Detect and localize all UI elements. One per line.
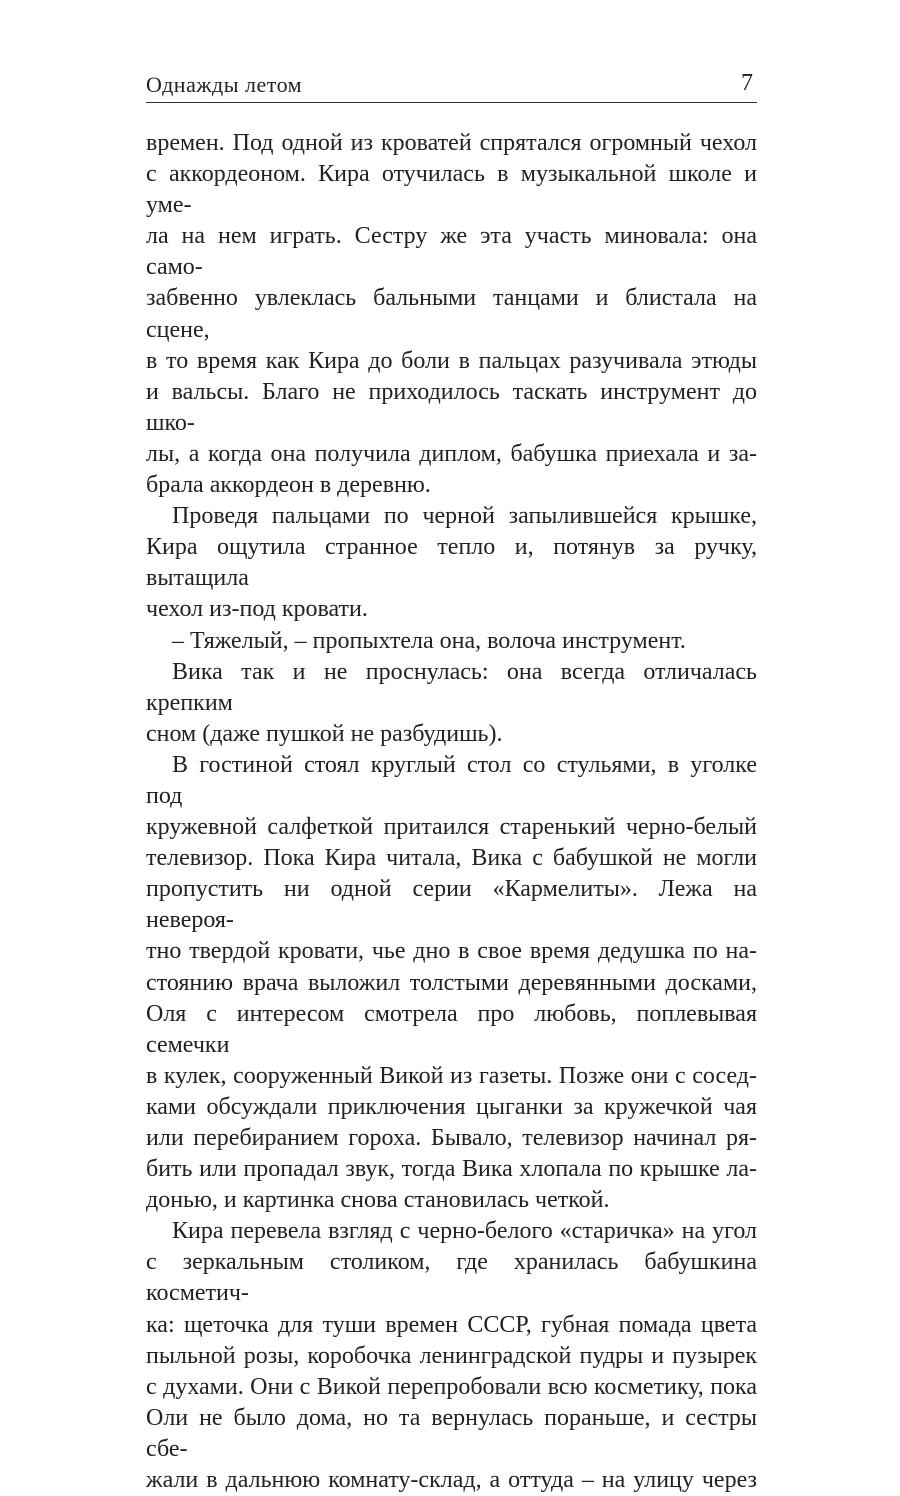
text-line: времен. Под одной из кроватей спрятался огромный чехол [146, 130, 757, 156]
text-line: лы, а когда она получила диплом, бабушка приехала и за- [146, 440, 757, 467]
running-title: Однажды летом [146, 72, 303, 97]
text-line: Оля с интересом смотрела про любовь, поплевывая семечки [146, 1000, 757, 1058]
text-line: или перебиранием гороха. Бывало, телевизор начинал ря- [146, 1125, 757, 1151]
text-line: тно твердой кровати, чье дно в свое время дедушка по на- [146, 938, 757, 965]
text-line: ла на нем играть. Сестру же эта участь миновала: она само- [146, 223, 757, 281]
text-line: и вальсы. Благо не приходилось таскать инструмент до шко- [146, 378, 757, 436]
text-line: брала аккордеон в деревню. [146, 472, 431, 499]
text-line: ками обсуждали приключения цыганки за кружечкой чая [146, 1093, 757, 1120]
text-line: жали в дальнюю комнату-склад, а оттуда – на улицу через [146, 1467, 757, 1494]
text-line: с духами. Они с Викой перепробовали всю косметику, пока [146, 1373, 757, 1400]
text-line: бить или пропадал звук, тогда Вика хлопала по крышке ла- [146, 1156, 757, 1183]
text-line: пыльной розы, коробочка ленинградской пудры и пузырек [146, 1342, 757, 1369]
page-number: 7 [741, 70, 753, 96]
text-line: сном (даже пушкой не разбудишь). [146, 720, 503, 747]
text-line: В гостиной стоял круглый стол со стульями, в уголке под [146, 751, 757, 809]
text-line: стоянию врача выложил толстыми деревянными досками, [146, 969, 757, 996]
text-line: с аккордеоном. Кира отучилась в музыкальной школе и уме- [146, 161, 757, 219]
text-line: ка: щеточка для туши времен СССР, губная помада цвета [146, 1311, 757, 1338]
text-line: в кулек, сооруженный Викой из газеты. Позже они с сосед- [146, 1062, 757, 1089]
text-line: Кира перевела взгляд с черно-белого «старичка» на угол [172, 1218, 757, 1245]
text-line: в то время как Кира до боли в пальцах разучивала этюды [146, 347, 757, 374]
text-line: с зеркальным столиком, где хранилась бабушкина косметич- [146, 1249, 757, 1307]
book-page [146, 62, 757, 1496]
page-header [146, 62, 757, 103]
text-line: Проведя пальцами по черной запылившейся крышке, [172, 503, 757, 530]
text-line: Кира ощутила странное тепло и, потянув за ручку, вытащила [146, 534, 757, 592]
text-line: – Тяжелый, – пропыхтела она, волоча инструмент. [172, 627, 686, 654]
text-line: забвенно увлеклась бальными танцами и блистала на сцене, [146, 285, 757, 343]
text-line: кружевной салфеткой притаился старенький черно-белый [146, 814, 757, 841]
text-line: пропустить ни одной серии «Кармелиты». Лежа на невероя- [146, 876, 757, 934]
text-line: телевизор. Пока Кира читала, Вика с бабушкой не могли [146, 845, 757, 872]
text-line: Оли не было дома, но та вернулась пораньше, и сестры сбе- [146, 1404, 757, 1462]
text-line: чехол из-под кровати. [146, 596, 368, 623]
text-line: Вика так и не проснулась: она всегда отличалась крепким [146, 658, 757, 716]
text-line: донью, и картинка снова становилась четкой. [146, 1187, 610, 1214]
body-text [146, 128, 757, 1496]
